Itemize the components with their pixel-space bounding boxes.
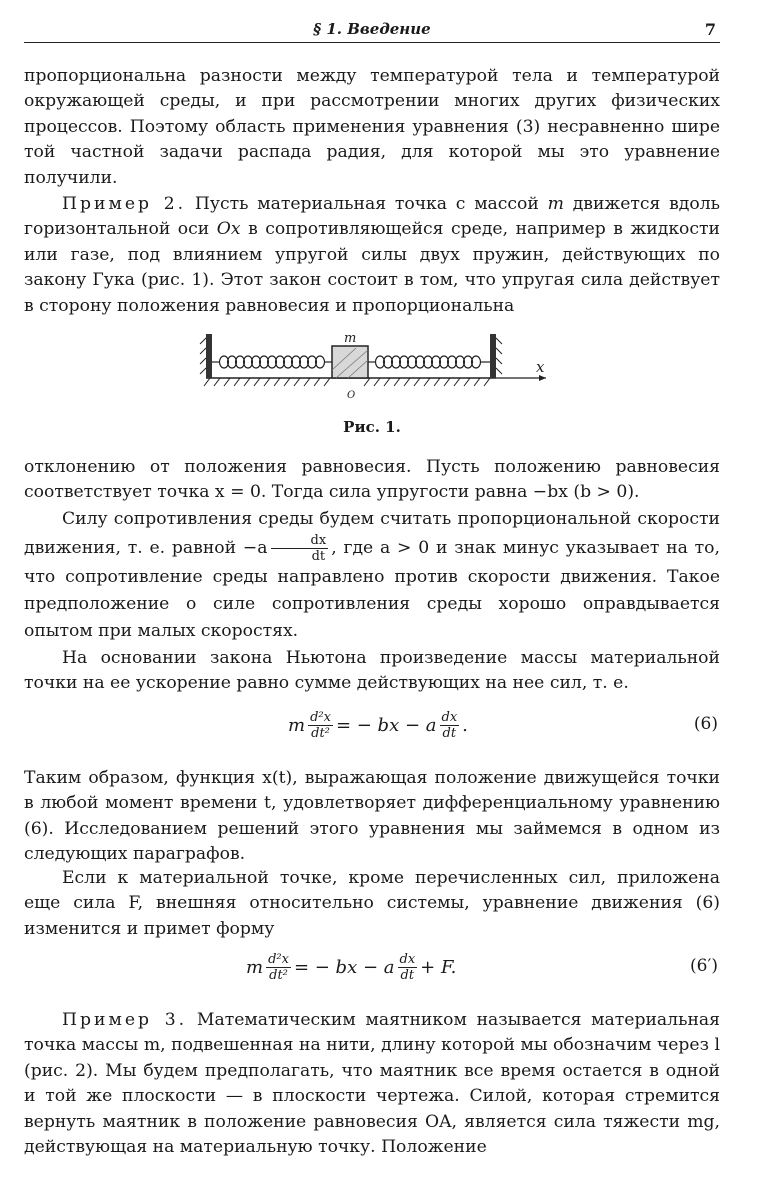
origin-label: O [347, 390, 356, 401]
paragraph-7: Если к материальной точке, кроме перечисленных сил, приложена еще сила F, внешняя относительно системы, уравнение движения (6) изменится и примет форму [24, 868, 720, 939]
example-2-text-a: Пусть материальная точка с массой [186, 194, 548, 214]
right-spring [368, 356, 490, 368]
paragraph-4-a: Силу сопротивления среды будем считать пропорциональной скорости движения, т. е. равной −a [24, 509, 720, 558]
example-2-text-b: движется вдоль горизонтальной оси [24, 194, 721, 240]
mass-label: m [344, 331, 357, 346]
example-2-label: Пример 2. [62, 194, 187, 214]
paragraph-3: отклонению от положения равновесия. Пусть положению равновесия соответствует точка x = 0. Тогда сила упругости равна −bx (b > 0). [24, 457, 720, 503]
paragraph-4-b: , где a > 0 и знак минус указывает на то, что сопротивление среды направлено против скорости движения. Такое предположение о силе сопротивления среды хорошо оправдывается опытом при малых скоростях. [24, 538, 720, 641]
figure-caption: Рис. 1. [343, 418, 401, 436]
mass-symbol: m [547, 194, 564, 214]
mass-block [332, 346, 368, 378]
spring-mass-figure [196, 326, 556, 406]
page-number: 7 [704, 20, 716, 39]
example-2-text-c: в сопротивляющейся среде, например в жидкости или газе, под влиянием упругой силы двух пружин, действующих по закону Гука (рис. 1). Этот закон состоит в том, что упругая сила действует в сторону положения равновесия и пропорциональна [24, 219, 720, 316]
axis-label: x [536, 358, 545, 376]
paragraph-example-2 [24, 192, 720, 319]
equation-number-6: (6) [693, 714, 718, 734]
equation-6-prime: m $\frac{\text{d²x}}{\text{dt²}}$ = − bx − a $\frac{dx}{dt}$ + F. (6′) [246, 951, 718, 983]
section-title: § 1. Введение [313, 20, 431, 38]
paragraph-5: На основании закона Ньютона произведение массы материальной точки на ее ускорение равно сумме действующих на нее сил, т. е. [24, 648, 720, 694]
paragraph-1: пропорциональна разности между температурой тела и температурой окружающей среды, и при рассмотрении многих других физических процессов. Поэтому область применения уравнения (3) несравненно шире той частной задачи распада радия, для которой мы это уравнение получили. [24, 66, 720, 188]
example-3-label: Пример 3. [62, 1010, 188, 1030]
paragraph-6: Таким образом, функция x(t), выражающая положение движущейся точки в любой момент времени t, удовлетворяет дифференциальному уравнению (6). Исследованием решений этого уравнения мы займемся в одном из следующих параграфов. [24, 768, 720, 865]
running-header [24, 14, 720, 43]
paragraph-4 [24, 506, 720, 645]
example-3-text: Математическим маятником называется материальная точка массы m, подвешенная на нити, длину которой мы обозначим через l (рис. 2). Мы будем предполагать, что маятник все время остается в одной и той же плоскости — в плоскости чертежа. Силой, которая стремится вернуть маятник в положение равновесия OA, является сила тяжести mg, действующая на материальную точку. Положение [24, 1010, 720, 1158]
inline-fraction: $\frac{dx}{dt}$ [271, 533, 329, 564]
paragraph-example-3 [24, 1008, 720, 1160]
left-spring [212, 356, 332, 368]
equation-6: m $\frac{\text{d²x}}{\text{dt²}}$ = − bx − a $\frac{dx}{dt}$ . (6) [288, 709, 718, 741]
equation-number-6-prime: (6′) [690, 956, 718, 976]
axis-symbol: Ox [216, 219, 241, 240]
